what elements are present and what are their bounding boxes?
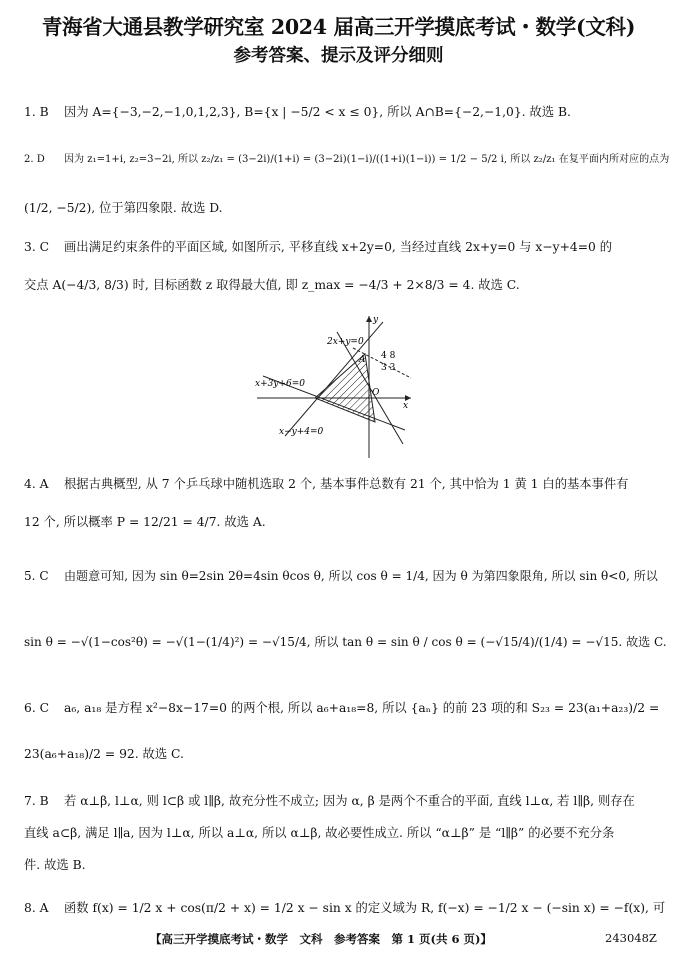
answer-5-number: 5. C xyxy=(24,569,49,583)
label-x-3y-6: x+3y+6=0 xyxy=(255,379,305,389)
answer-7-number: 7. B xyxy=(24,794,49,808)
label-x-axis: x xyxy=(403,401,409,411)
answer-8-number: 8. A xyxy=(24,901,49,915)
answer-6-number: 6. C xyxy=(24,701,50,715)
label-point-a: A xyxy=(359,355,366,365)
answer-7-line-3: 件. 故选 B. xyxy=(24,858,86,872)
answer-6-line-2: 23(a₆+a₁₈)/2 = 92. 故选 C. xyxy=(24,747,184,761)
answer-3-line-2: 交点 A(−4/3, 8/3) 时, 目标函数 z 取得最大值, 即 z_max = −4/3 + 2×8/3 = 4. 故选 C. xyxy=(24,278,520,292)
answer-4-number: 4. A xyxy=(24,477,49,491)
document-subtitle: 参考答案、提示及评分细则 xyxy=(233,46,444,66)
answer-7-line-1: 7. B 若 α⊥β, l⊥α, 则 l⊂β 或 l∥β, 故充分性不成立; 因为 α, β 是两个不重合的平面, 直线 l⊥α, 若 l∥β, 则存在 xyxy=(24,794,635,808)
answer-2-number: 2. D xyxy=(24,154,45,165)
label-2x-plus-y: 2x+y=0 xyxy=(327,337,364,347)
label-x-minus-y-4: x−y+4=0 xyxy=(279,427,324,437)
answer-7-line-2: 直线 a⊂β, 满足 l∥a, 因为 l⊥α, 所以 a⊥α, 所以 α⊥β, 故必要性成立. 所以 “α⊥β” 是 “l∥β” 的必要不充分条 xyxy=(24,826,615,840)
footer-page-info: 【高三开学摸底考试・数学 文科 参考答案 第 1 页(共 6 页)】 xyxy=(150,932,492,946)
answer-3-number: 3. C xyxy=(24,240,50,254)
document-title: 青海省大通县教学研究室 2024 届高三开学摸底考试・数学(文科) xyxy=(41,15,636,39)
label-a-coord-num: 4 8 xyxy=(381,351,396,361)
feasible-region-figure xyxy=(255,312,415,460)
answer-2-line-2: (1/2, −5/2), 位于第四象限. 故选 D. xyxy=(24,201,223,215)
label-origin: O xyxy=(372,388,380,398)
answer-3-line-1: 3. C 画出满足约束条件的平面区域, 如图所示, 平移直线 x+2y=0, 当经过直线 2x+y=0 与 x−y+4=0 的 xyxy=(24,240,613,254)
answer-5-line-2: sin θ = −√(1−cos²θ) = −√(1−(1/4)²) = −√15/4, 所以 tan θ = sin θ / cos θ = (−√15/4)/(1/4) = −√15. 故选 C. xyxy=(24,635,667,649)
answer-2-line-1: 2. D 因为 z₁=1+i, z₂=3−2i, 所以 z₂/z₁ = (3−2i)/(1+i) = (3−2i)(1−i)/((1+i)(1−i)) = 1/2 − 5/2 i, 所以 z₂/z₁ 在复平面内所对应的点为 xyxy=(24,152,669,168)
y-axis-arrow-icon xyxy=(366,316,372,322)
answer-1 xyxy=(24,104,571,120)
answer-4-line-2: 12 个, 所以概率 P = 12/21 = 4/7. 故选 A. xyxy=(24,515,266,529)
label-y-axis: y xyxy=(373,315,379,325)
footer-code: 243048Z xyxy=(605,931,657,945)
answer-4-line-1: 4. A 根据古典概型, 从 7 个乒乓球中随机选取 2 个, 基本事件总数有 21 个, 其中恰为 1 黄 1 白的基本事件有 xyxy=(24,477,629,491)
answer-6-line-1: 6. C a₆, a₁₈ 是方程 x²−8x−17=0 的两个根, 所以 a₆+a₁₈=8, 所以 {aₙ} 的前 23 项的和 S₂₃ = 23(a₁+a₂₃)/2 = xyxy=(24,701,660,715)
feasible-region xyxy=(315,354,375,422)
answer-1-number: 1. B xyxy=(24,105,49,119)
label-a-coord-den: 3 3 xyxy=(381,363,396,373)
answer-5-line-1: 5. C 由题意可知, 因为 sin θ=2sin 2θ=4sin θcos θ, 所以 cos θ = 1/4, 因为 θ 为第四象限角, 所以 sin θ<0, 所以 xyxy=(24,569,658,583)
answer-1-text: 因为 A={−3,−2,−1,0,1,2,3}, B={x | −5/2 < x ≤ 0}, 所以 A∩B={−2,−1,0}. 故选 B. xyxy=(64,105,571,119)
answer-8-line-1: 8. A 函数 f(x) = 1/2 x + cos(π/2 + x) = 1/2 x − sin x 的定义域为 R, f(−x) = −1/2 x − (−sin x) = −f(x), 可 xyxy=(24,901,666,915)
